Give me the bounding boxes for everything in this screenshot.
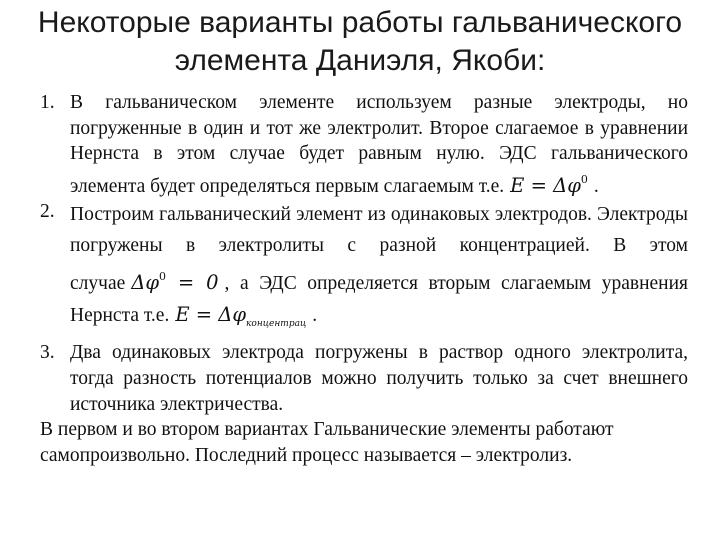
formula-emf — [504, 174, 594, 197]
formula-superscript: 0 — [159, 270, 167, 284]
item-text — [70, 199, 688, 340]
item-text: Два одинаковых электрода погружены в раствор одного электролита, тогда разность потенциалов можно получить только за счет внешнего источника электричества. — [70, 342, 688, 415]
item-text-part: . — [312, 305, 318, 327]
item-number: 2. — [40, 201, 55, 223]
formula-main: E = Δφ — [510, 173, 581, 197]
item-text-part: , а ЭДС определяется вторым слагаемым уравнения Нернста т.е. — [70, 273, 688, 327]
formula-main: E = Δφ — [175, 303, 247, 327]
item-text-part: Построим гальванический элемент из одинаковых электродов. Электроды погружены в электролиты с разной концентрацией. В этом случае — [70, 204, 688, 295]
item-number: 3. — [40, 342, 55, 364]
conclusion-paragraph: В первом и во втором вариантах Гальванические элементы работают самопроизвольно. Последний процесс называется – электролиз. — [40, 419, 614, 466]
item-number: 1. — [40, 92, 55, 113]
item-text-part: В гальваническом элементе используем разные электроды, но погруженные в один и тот же электролит. Второе слагаемое в уравнении Нернста в этом случае будет равным нулю. ЭДС гальванического элемента будет определяться первым слагаемым т.е. — [70, 92, 688, 197]
formula-superscript: 0 — [580, 172, 588, 186]
formula-emf-concentration — [169, 303, 312, 330]
formula-rest: = 0 — [166, 271, 219, 295]
list-item — [40, 199, 688, 340]
slide-title-line-2: элемента Даниэля, Якоби: — [174, 44, 546, 77]
slide-title — [0, 4, 720, 80]
item-text — [70, 90, 688, 199]
item-text-part: . — [593, 175, 599, 197]
slide-title-line-1: Некоторые варианты работы гальванического — [37, 6, 683, 39]
formula-potential-zero — [125, 271, 224, 294]
list-item — [40, 90, 688, 199]
numbered-list — [40, 90, 688, 417]
formula-subscript: концентрац — [246, 319, 307, 330]
list-item — [40, 340, 688, 417]
formula-main: Δφ — [131, 271, 160, 295]
slide-body — [40, 90, 688, 468]
